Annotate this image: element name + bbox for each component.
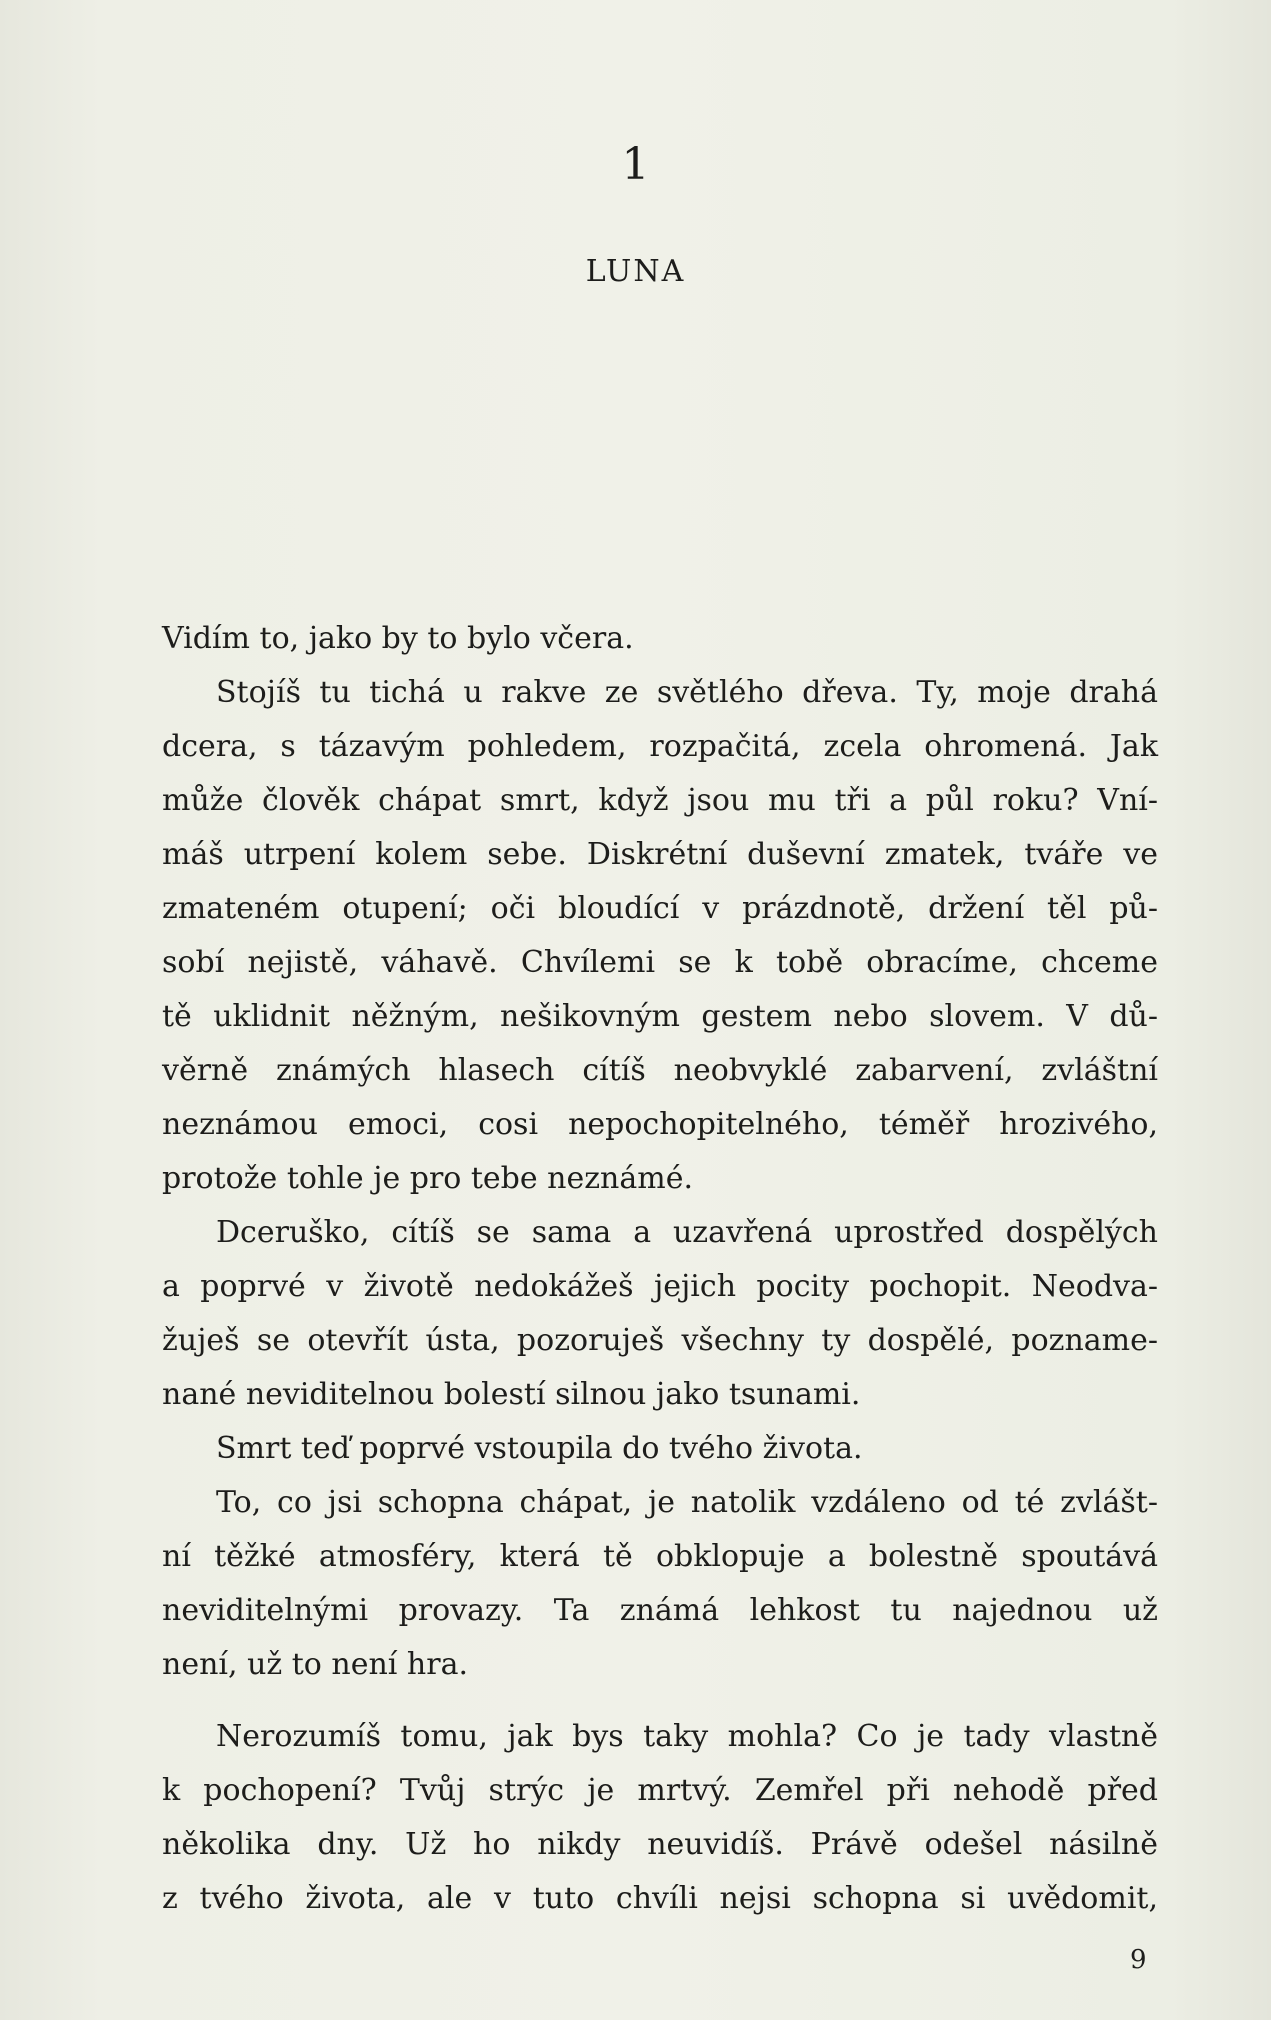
- chapter-number: 1: [621, 139, 650, 190]
- chapter-title: LUNA: [585, 254, 686, 289]
- text-line: několika dny. Už ho nikdy neuvidíš. Právě odešel násilně: [162, 1827, 1158, 1862]
- paragraph: [162, 612, 1158, 666]
- paragraph: [162, 1710, 1158, 1926]
- text-line: sobí nejistě, váhavě. Chvílemi se k tobě obracíme, chceme: [162, 945, 1158, 980]
- text-line: tě uklidnit něžným, nešikovným gestem nebo slovem. V dů-: [162, 999, 1158, 1034]
- paragraph: [162, 1422, 1158, 1476]
- paragraph: [162, 1206, 1158, 1422]
- paragraph: [162, 666, 1158, 1206]
- chapter-body-text: [162, 612, 1158, 1926]
- text-line: máš utrpení kolem sebe. Diskrétní duševní zmatek, tváře ve: [162, 837, 1158, 872]
- text-line: nané neviditelnou bolestí silnou jako tsunami.: [162, 1377, 861, 1412]
- text-line: může člověk chápat smrt, když jsou mu tři a půl roku? Vní-: [162, 783, 1158, 818]
- text-line: žuješ se otevřít ústa, pozoruješ všechny ty dospělé, pozname-: [162, 1323, 1158, 1358]
- text-line: neviditelnými provazy. Ta známá lehkost tu najednou už: [162, 1593, 1158, 1628]
- text-line: a poprvé v životě nedokážeš jejich pocity pochopit. Neodva-: [162, 1269, 1158, 1304]
- text-line: Smrt teď poprvé vstoupila do tvého života.: [216, 1431, 863, 1466]
- text-line: Dceruško, cítíš se sama a uzavřená uprostřed dospělých: [216, 1215, 1158, 1250]
- paragraph-gap: [162, 1692, 1158, 1710]
- text-line: není, už to není hra.: [162, 1647, 468, 1682]
- page-number: 9: [1130, 1945, 1147, 1975]
- text-line: Nerozumíš tomu, jak bys taky mohla? Co je tady vlastně: [216, 1719, 1158, 1754]
- text-line: věrně známých hlasech cítíš neobvyklé zabarvení, zvláštní: [162, 1053, 1158, 1088]
- text-line: zmateném otupení; oči bloudící v prázdnotě, držení těl pů-: [162, 891, 1158, 926]
- text-line: ní těžké atmosféry, která tě obklopuje a bolestně spoutává: [162, 1539, 1158, 1574]
- text-line: Stojíš tu tichá u rakve ze světlého dřeva. Ty, moje drahá: [216, 675, 1158, 710]
- text-line: dcera, s tázavým pohledem, rozpačitá, zcela ohromená. Jak: [162, 729, 1158, 764]
- text-line: protože tohle je pro tebe neznámé.: [162, 1161, 694, 1196]
- text-line: To, co jsi schopna chápat, je natolik vzdáleno od té zvlášt-: [216, 1485, 1158, 1520]
- text-line: Vidím to, jako by to bylo včera.: [162, 621, 634, 656]
- text-line: k pochopení? Tvůj strýc je mrtvý. Zemřel při nehodě před: [162, 1773, 1158, 1808]
- text-line: z tvého života, ale v tuto chvíli nejsi schopna si uvědomit,: [162, 1881, 1158, 1916]
- paragraph: [162, 1476, 1158, 1692]
- text-line: neznámou emoci, cosi nepochopitelného, téměř hrozivého,: [162, 1107, 1158, 1142]
